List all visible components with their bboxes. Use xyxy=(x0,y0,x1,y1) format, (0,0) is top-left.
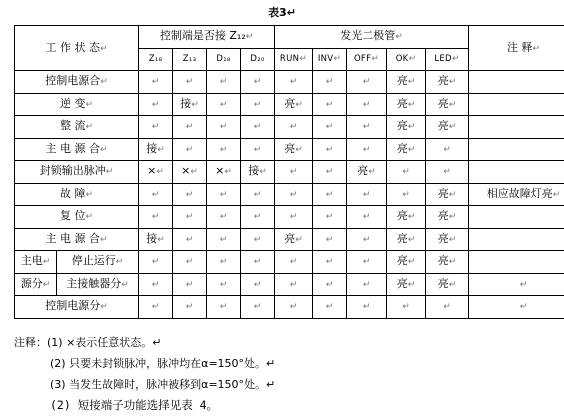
table-cell xyxy=(387,161,426,184)
paragraph-mark-icon: ↵ xyxy=(325,257,334,268)
paragraph-mark-icon: ↵ xyxy=(295,234,303,245)
table-row xyxy=(15,183,564,206)
paragraph-mark-icon: ↵ xyxy=(407,144,416,155)
table-cell xyxy=(313,93,347,116)
header-sub: INV↵ xyxy=(313,48,347,71)
paragraph-mark-icon: ↵ xyxy=(190,167,198,178)
paragraph-mark-icon: ↵ xyxy=(191,99,199,110)
table-cell xyxy=(347,296,387,319)
paragraph-mark-icon: ↵ xyxy=(115,257,124,268)
paragraph-mark-icon: ↵ xyxy=(157,234,165,245)
table-cell: 亮↵ xyxy=(426,93,469,116)
paragraph-mark-icon: ↵ xyxy=(402,189,410,200)
table-row xyxy=(15,206,564,229)
table-cell xyxy=(139,183,173,206)
table-cell xyxy=(173,228,207,251)
paragraph-mark-icon: ↵ xyxy=(362,189,371,200)
paragraph-mark-icon: ↵ xyxy=(295,144,303,155)
row-label: 整 流↵ xyxy=(15,116,139,139)
table-row xyxy=(15,296,564,319)
table-cell: 亮↵ xyxy=(426,116,469,139)
paragraph-mark-icon: ↵ xyxy=(325,279,334,290)
table-cell xyxy=(313,296,347,319)
table-cell xyxy=(241,138,275,161)
paragraph-mark-icon: ↵ xyxy=(185,302,194,313)
paragraph-mark-icon: ↵ xyxy=(407,77,416,88)
table-cell xyxy=(207,228,241,251)
table-cell xyxy=(275,273,313,296)
header-sub: OK↵ xyxy=(387,48,426,71)
table-cell xyxy=(207,183,241,206)
paragraph-mark-icon: ↵ xyxy=(395,32,403,43)
table-row xyxy=(15,71,564,94)
paragraph-mark-icon: ↵ xyxy=(156,167,164,178)
header-led-group: 发光二极管↵ xyxy=(275,26,469,49)
row-note xyxy=(469,93,564,116)
paragraph-mark-icon: ↵ xyxy=(407,212,416,223)
row-note xyxy=(469,296,564,319)
group-label: 主电↵ xyxy=(15,251,57,274)
paragraph-mark-icon: ↵ xyxy=(362,212,371,223)
paragraph-mark-icon: ↵ xyxy=(407,99,416,110)
table-cell xyxy=(139,71,173,94)
paragraph-mark-icon: ↵ xyxy=(85,212,94,223)
table-cell: 亮↵ xyxy=(426,71,469,94)
table-cell xyxy=(241,228,275,251)
row-label: 主 电 源 合↵ xyxy=(15,138,139,161)
table-cell xyxy=(275,116,313,139)
header-state: 工 作 状 态↵ xyxy=(15,26,139,71)
table-cell: 亮↵ xyxy=(426,228,469,251)
paragraph-mark-icon: ↵ xyxy=(443,302,451,313)
paragraph-mark-icon: ↵ xyxy=(408,54,417,65)
table-cell: 亮↵ xyxy=(387,251,426,274)
paragraph-mark-icon: ↵ xyxy=(448,257,457,268)
paragraph-mark-icon: ↵ xyxy=(219,99,228,110)
row-note xyxy=(469,206,564,229)
paragraph-mark-icon: ↵ xyxy=(407,234,416,245)
paragraph-mark-icon: ↵ xyxy=(362,122,371,133)
table-cell xyxy=(207,138,241,161)
paragraph-mark-icon: ↵ xyxy=(362,257,371,268)
table-cell xyxy=(173,273,207,296)
table-cell xyxy=(139,116,173,139)
table-row xyxy=(15,228,564,251)
table-cell xyxy=(275,161,313,184)
table-cell: 亮↵ xyxy=(387,138,426,161)
table-cell: 亮↵ xyxy=(275,228,313,251)
row-note xyxy=(469,116,564,139)
row-label: 主 电 源 合↵ xyxy=(15,228,139,251)
paragraph-mark-icon: ↵ xyxy=(253,77,262,88)
paragraph-mark-icon: ↵ xyxy=(448,77,457,88)
table-cell xyxy=(347,273,387,296)
table-cell: 亮↵ xyxy=(387,228,426,251)
table-cell xyxy=(139,273,173,296)
table-cell xyxy=(313,71,347,94)
table-row xyxy=(15,116,564,139)
header-sub: Z₁₃ xyxy=(173,48,207,71)
paragraph-mark-icon: ↵ xyxy=(151,189,160,200)
paragraph-mark-icon: ↵ xyxy=(289,279,298,290)
paragraph-mark-icon: ↵ xyxy=(451,54,460,65)
paragraph-mark-icon: ↵ xyxy=(362,279,371,290)
table-cell xyxy=(313,206,347,229)
table-cell xyxy=(241,116,275,139)
paragraph-mark-icon: ↵ xyxy=(519,302,528,313)
table-cell xyxy=(313,116,347,139)
paragraph-mark-icon: ↵ xyxy=(362,234,371,245)
table-cell xyxy=(207,296,241,319)
row-label: 控制电源分↵ xyxy=(15,296,139,319)
paragraph-mark-icon: ↵ xyxy=(185,189,194,200)
table-cell: 接↵ xyxy=(139,228,173,251)
table-cell xyxy=(139,251,173,274)
table-cell: 亮↵ xyxy=(426,273,469,296)
paragraph-mark-icon: ↵ xyxy=(185,234,194,245)
table-cell xyxy=(275,183,313,206)
paragraph-mark-icon: ↵ xyxy=(289,302,298,313)
table-cell xyxy=(241,296,275,319)
paragraph-mark-icon: ↵ xyxy=(253,302,262,313)
paragraph-mark-icon: ↵ xyxy=(289,212,298,223)
table-cell xyxy=(241,206,275,229)
paragraph-mark-icon: ↵ xyxy=(407,122,416,133)
paragraph-mark-icon: ↵ xyxy=(325,122,334,133)
paragraph-mark-icon: ↵ xyxy=(185,279,194,290)
paragraph-mark-icon: ↵ xyxy=(448,189,457,200)
header-sub: Z₁₈ xyxy=(139,48,173,71)
row-label: 故 障↵ xyxy=(15,183,139,206)
paragraph-mark-icon: ↵ xyxy=(552,189,561,200)
table-cell: 亮↵ xyxy=(387,93,426,116)
paragraph-mark-icon: ↵ xyxy=(253,212,262,223)
group-label: 源分↵ xyxy=(15,273,57,296)
table-cell xyxy=(313,138,347,161)
table-row xyxy=(15,161,564,184)
paragraph-mark-icon: ↵ xyxy=(253,234,262,245)
header-sub: D₁₈ xyxy=(207,48,241,71)
status-table xyxy=(14,25,564,319)
table-cell xyxy=(313,183,347,206)
table-cell xyxy=(347,228,387,251)
table-row xyxy=(15,93,564,116)
paragraph-mark-icon: ↵ xyxy=(289,77,298,88)
table-cell: ×↵ xyxy=(173,161,207,184)
paragraph-mark-icon: ↵ xyxy=(325,212,334,223)
header-control-group: 控制端是否接 Z₁₂↵ xyxy=(139,26,275,49)
table-cell xyxy=(139,296,173,319)
paragraph-mark-icon: ↵ xyxy=(151,279,160,290)
table-cell xyxy=(347,206,387,229)
paragraph-mark-icon: ↵ xyxy=(253,122,262,133)
table-cell xyxy=(313,228,347,251)
table-cell: 亮↵ xyxy=(387,206,426,229)
table-cell xyxy=(241,273,275,296)
paragraph-mark-icon: ↵ xyxy=(99,234,108,245)
table-cell xyxy=(347,71,387,94)
table-cell: 亮↵ xyxy=(347,161,387,184)
paragraph-mark-icon: ↵ xyxy=(185,212,194,223)
paragraph-mark-icon: ↵ xyxy=(407,257,416,268)
paragraph-mark-icon: ↵ xyxy=(253,144,262,155)
paragraph-mark-icon: ↵ xyxy=(219,302,228,313)
paragraph-mark-icon: ↵ xyxy=(151,99,160,110)
paragraph-mark-icon: ↵ xyxy=(402,167,410,178)
paragraph-mark-icon: ↵ xyxy=(245,32,254,43)
table-cell xyxy=(347,116,387,139)
table-cell: 亮↵ xyxy=(426,183,469,206)
footnotes xyxy=(14,332,554,416)
paragraph-mark-icon: ↵ xyxy=(295,99,303,110)
table-cell xyxy=(313,273,347,296)
table-cell: 接↵ xyxy=(173,93,207,116)
paragraph-mark-icon: ↵ xyxy=(289,257,298,268)
table-cell xyxy=(173,71,207,94)
paragraph-mark-icon: ↵ xyxy=(325,144,334,155)
row-label: 停止运行↵ xyxy=(57,251,139,274)
table-cell xyxy=(173,206,207,229)
table-cell: 亮↵ xyxy=(387,273,426,296)
paragraph-mark-icon: ↵ xyxy=(362,144,371,155)
paragraph-mark-icon: ↵ xyxy=(151,212,160,223)
paragraph-mark-icon: ↵ xyxy=(105,167,114,178)
table-cell: 亮↵ xyxy=(275,93,313,116)
paragraph-mark-icon: ↵ xyxy=(185,122,194,133)
table-cell xyxy=(347,93,387,116)
header-sub: OFF↵ xyxy=(347,48,387,71)
table-cell: 亮↵ xyxy=(275,138,313,161)
table-cell xyxy=(207,206,241,229)
paragraph-mark-icon: ↵ xyxy=(448,212,457,223)
paragraph-mark-icon: ↵ xyxy=(185,77,194,88)
table-cell: ×↵ xyxy=(139,161,173,184)
table-cell xyxy=(173,251,207,274)
table-cell: 亮↵ xyxy=(387,116,426,139)
paragraph-mark-icon: ↵ xyxy=(325,167,334,178)
table-cell xyxy=(173,116,207,139)
paragraph-mark-icon: ↵ xyxy=(219,144,228,155)
table-cell xyxy=(347,183,387,206)
paragraph-mark-icon: ↵ xyxy=(85,99,94,110)
paragraph-mark-icon: ↵ xyxy=(325,189,334,200)
table-row xyxy=(15,251,564,274)
row-label: 控制电源合↵ xyxy=(15,71,139,94)
table-cell xyxy=(241,183,275,206)
paragraph-mark-icon: ↵ xyxy=(253,99,262,110)
row-note xyxy=(469,138,564,161)
paragraph-mark-icon: ↵ xyxy=(99,144,108,155)
table-cell: 接↵ xyxy=(139,138,173,161)
paragraph-mark-icon: ↵ xyxy=(443,144,451,155)
paragraph-mark-icon: ↵ xyxy=(325,234,334,245)
table-cell xyxy=(347,251,387,274)
paragraph-mark-icon: ↵ xyxy=(219,212,228,223)
table-cell: ×↵ xyxy=(207,161,241,184)
table-cell: 接↵ xyxy=(241,161,275,184)
paragraph-mark-icon: ↵ xyxy=(259,167,267,178)
table-row xyxy=(15,138,564,161)
paragraph-mark-icon: ↵ xyxy=(151,77,160,88)
table-cell xyxy=(207,93,241,116)
paragraph-mark-icon: ↵ xyxy=(121,279,129,290)
table-cell: 亮↵ xyxy=(426,251,469,274)
paragraph-mark-icon: ↵ xyxy=(253,189,262,200)
paragraph-mark-icon: ↵ xyxy=(333,54,342,65)
footnote: 注释：(1) ×表示任意状态。↵ xyxy=(14,336,162,349)
paragraph-mark-icon: ↵ xyxy=(407,279,416,290)
paragraph-mark-icon: ↵ xyxy=(289,189,298,200)
table-cell xyxy=(173,183,207,206)
paragraph-mark-icon: ↵ xyxy=(85,189,94,200)
paragraph-mark-icon: ↵ xyxy=(100,302,108,313)
paragraph-mark-icon: ↵ xyxy=(448,234,457,245)
table-cell xyxy=(426,138,469,161)
table-cell xyxy=(387,183,426,206)
paragraph-mark-icon: ↵ xyxy=(448,99,457,110)
table-cell xyxy=(207,251,241,274)
paragraph-mark-icon: ↵ xyxy=(219,122,228,133)
paragraph-mark-icon: ↵ xyxy=(532,43,541,54)
row-note xyxy=(469,273,564,296)
paragraph-mark-icon: ↵ xyxy=(185,257,194,268)
footnote: (2) 短接端子功能选择见表 4。 xyxy=(50,398,219,412)
table-cell xyxy=(207,273,241,296)
paragraph-mark-icon: ↵ xyxy=(219,257,228,268)
paragraph-mark-icon: ↵ xyxy=(325,99,334,110)
table-cell xyxy=(207,116,241,139)
paragraph-mark-icon: ↵ xyxy=(219,234,228,245)
paragraph-mark-icon: ↵ xyxy=(42,279,51,290)
row-label: 主接触器分↵ xyxy=(57,273,139,296)
paragraph-mark-icon: ↵ xyxy=(151,122,160,133)
table-cell xyxy=(313,251,347,274)
table-caption: 表3↵ xyxy=(268,6,296,19)
paragraph-mark-icon: ↵ xyxy=(253,279,262,290)
paragraph-mark-icon: ↵ xyxy=(362,77,371,88)
table-cell xyxy=(275,251,313,274)
paragraph-mark-icon: ↵ xyxy=(299,54,308,65)
table-cell xyxy=(173,138,207,161)
paragraph-mark-icon: ↵ xyxy=(100,77,108,88)
row-label: 复 位↵ xyxy=(15,206,139,229)
table-cell xyxy=(347,138,387,161)
table-cell xyxy=(241,251,275,274)
paragraph-mark-icon: ↵ xyxy=(219,77,228,88)
table-cell xyxy=(426,161,469,184)
footnote: (2) 只要未封锁脉冲，脉冲均在α=150°处。↵ xyxy=(50,357,276,370)
paragraph-mark-icon: ↵ xyxy=(289,122,298,133)
table-cell xyxy=(275,206,313,229)
paragraph-mark-icon: ↵ xyxy=(42,257,51,268)
paragraph-mark-icon: ↵ xyxy=(289,167,298,178)
paragraph-mark-icon: ↵ xyxy=(151,302,160,313)
paragraph-mark-icon: ↵ xyxy=(448,279,457,290)
paragraph-mark-icon: ↵ xyxy=(368,167,376,178)
row-note xyxy=(469,161,564,184)
footnote: (3) 当发生故障时，脉冲被移到α=150°处。↵ xyxy=(50,378,276,391)
row-note: 相应故障灯亮↵ xyxy=(469,183,564,206)
paragraph-mark-icon: ↵ xyxy=(519,279,528,290)
table-cell xyxy=(241,71,275,94)
row-label: 逆 变↵ xyxy=(15,93,139,116)
table-cell xyxy=(139,93,173,116)
table-cell: 亮↵ xyxy=(387,71,426,94)
table-cell xyxy=(387,296,426,319)
row-note xyxy=(469,71,564,94)
row-note xyxy=(469,228,564,251)
table-row xyxy=(15,273,564,296)
paragraph-mark-icon: ↵ xyxy=(185,144,194,155)
table-cell xyxy=(275,296,313,319)
table-cell xyxy=(241,93,275,116)
paragraph-mark-icon: ↵ xyxy=(219,279,228,290)
paragraph-mark-icon: ↵ xyxy=(85,122,94,133)
header-row-1 xyxy=(15,26,564,49)
table-cell xyxy=(275,71,313,94)
paragraph-mark-icon: ↵ xyxy=(362,99,371,110)
paragraph-mark-icon: ↵ xyxy=(99,43,108,54)
table-cell xyxy=(173,296,207,319)
paragraph-mark-icon: ↵ xyxy=(325,302,334,313)
paragraph-mark-icon: ↵ xyxy=(362,302,371,313)
paragraph-mark-icon: ↵ xyxy=(443,167,451,178)
row-note xyxy=(469,251,564,274)
table-cell: 亮↵ xyxy=(426,206,469,229)
header-sub: RUN↵ xyxy=(275,48,313,71)
header-sub: D₂₀ xyxy=(241,48,275,71)
paragraph-mark-icon: ↵ xyxy=(151,257,160,268)
paragraph-mark-icon: ↵ xyxy=(253,257,262,268)
row-label: 封锁输出脉冲↵ xyxy=(15,161,139,184)
paragraph-mark-icon: ↵ xyxy=(402,302,410,313)
table-cell xyxy=(139,206,173,229)
header-sub: LED↵ xyxy=(426,48,469,71)
table-cell xyxy=(313,161,347,184)
paragraph-mark-icon: ↵ xyxy=(325,77,334,88)
paragraph-mark-icon: ↵ xyxy=(448,122,457,133)
paragraph-mark-icon: ↵ xyxy=(219,189,228,200)
table-cell xyxy=(207,71,241,94)
paragraph-mark-icon: ↵ xyxy=(224,167,232,178)
paragraph-mark-icon: ↵ xyxy=(371,54,380,65)
paragraph-mark-icon: ↵ xyxy=(157,144,165,155)
table-cell xyxy=(426,296,469,319)
header-note: 注 释↵ xyxy=(469,26,564,71)
